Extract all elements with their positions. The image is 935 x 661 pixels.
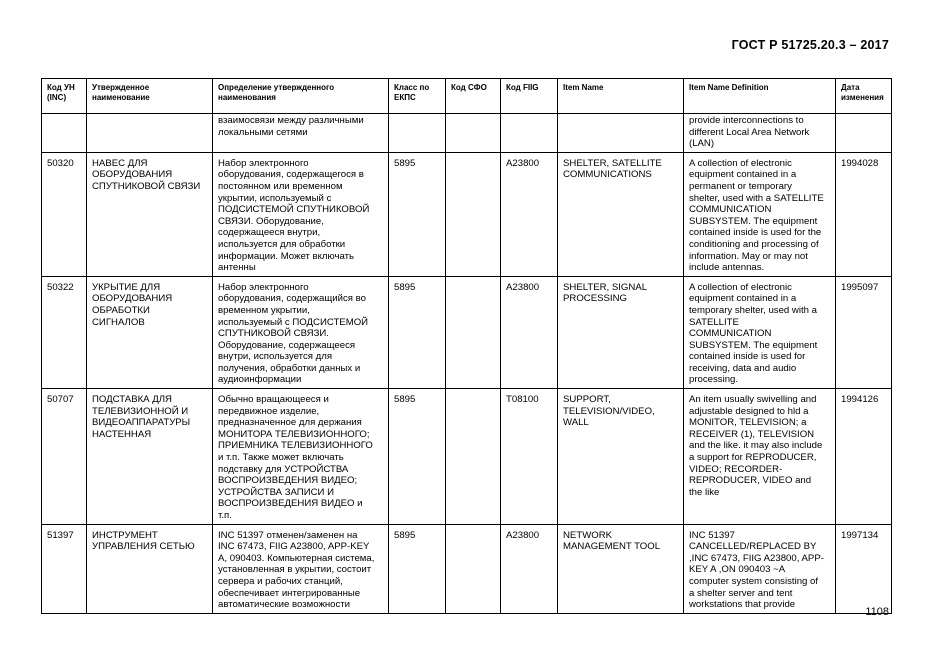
cell-item-name: SUPPORT, TELEVISION/VIDEO, WALL	[558, 389, 684, 525]
cell-fiig-code: A23800	[501, 524, 558, 613]
table-row	[42, 152, 892, 276]
table-row	[42, 114, 892, 153]
cell-item-definition: INC 51397 CANCELLED/REPLACED BY ,INC 67473, FIIG A23800, APP- KEY A ,ON 090403 ~A computer system consisting of a shelter server and tent workstations that provide	[684, 524, 836, 613]
cell-definition: Набор электронного оборудования, содержащийся во временном укрытии, используемый с ПОДСИСТЕМОЙ СПУТНИКОВОЙ СВЯЗИ. Оборудование, содержащееся внутри, используется для получения, обработки данных и аудиоинформации	[213, 276, 389, 388]
cell-inc	[42, 114, 87, 153]
cell-inc: 50320	[42, 152, 87, 276]
col-header-fiig-code: Код FIIG	[501, 79, 558, 114]
cell-approved-name: НАВЕС ДЛЯ ОБОРУДОВАНИЯ СПУТНИКОВОЙ СВЯЗИ	[87, 152, 213, 276]
cell-sfo-code	[446, 152, 501, 276]
cell-definition: INC 51397 отменен/заменен на INC 67473, FIIG A23800, APP-KEY A, 090403. Компьютерная система, установленная в укрытии, состоит сервера и рабочих станций, обеспечивает интегрированные автоматические возможности	[213, 524, 389, 613]
col-header-inc: Код УН (INC)	[42, 79, 87, 114]
cell-definition: Обычно вращающееся и передвижное изделие, предназначенное для держания МОНИТОРА ТЕЛЕВИЗИОННОГО; ПРИЕМНИКА ТЕЛЕВИЗИОННОГО и т.п. Также может включать подставку для УСТРОЙСТВА ВОСПРОИЗВЕДЕНИЯ ВИДЕО; УСТРОЙСТВА ЗАПИСИ И ВОСПРОИЗВЕДЕНИЯ ВИДЕО и т.п.	[213, 389, 389, 525]
page-number: 1108	[865, 606, 889, 618]
cell-inc: 51397	[42, 524, 87, 613]
cell-item-name: SHELTER, SATELLITE COMMUNICATIONS	[558, 152, 684, 276]
col-header-item-name: Item Name	[558, 79, 684, 114]
cell-sfo-code	[446, 276, 501, 388]
cell-approved-name: УКРЫТИЕ ДЛЯ ОБОРУДОВАНИЯ ОБРАБОТКИ СИГНАЛОВ	[87, 276, 213, 388]
table-row	[42, 389, 892, 525]
col-header-approved-name: Утвержденное наименование	[87, 79, 213, 114]
cell-definition: взаимосвязи между различными локальными сетями	[213, 114, 389, 153]
cell-item-definition: An item usually swivelling and adjustable designed to hld a MONITOR, TELEVISION; a RECEIVER (1), TELEVISION and the like. it may also include a support for REPRODUCER, VIDEO; RECORDER- REPRODUCER, VIDEO and the like	[684, 389, 836, 525]
cell-item-definition: A collection of electronic equipment contained in a temporary shelter, used with a SATELLITE COMMUNICATION SUBSYSTEM. The equipment contained inside is used for receiving, data and audio processing.	[684, 276, 836, 388]
cell-definition: Набор электронного оборудования, содержащегося в постоянном или временном укрытии, используемый с ПОДСИСТЕМОЙ СПУТНИКОВОЙ СВЯЗИ. Оборудование, содержащееся внутри, используется для обработки информации. Может включать антенны	[213, 152, 389, 276]
cell-inc: 50322	[42, 276, 87, 388]
cell-change-date: 1995097	[836, 276, 892, 388]
cell-item-definition: provide interconnections to different Local Area Network (LAN)	[684, 114, 836, 153]
cell-fiig-code: A23800	[501, 276, 558, 388]
cell-ekps-class: 5895	[389, 389, 446, 525]
cell-change-date: 1994126	[836, 389, 892, 525]
cell-sfo-code	[446, 524, 501, 613]
cell-approved-name: ИНСТРУМЕНТ УПРАВЛЕНИЯ СЕТЬЮ	[87, 524, 213, 613]
cell-item-name	[558, 114, 684, 153]
cell-change-date	[836, 114, 892, 153]
cell-change-date: 1997134	[836, 524, 892, 613]
col-header-definition: Определение утвержденного наименования	[213, 79, 389, 114]
cell-fiig-code: A23800	[501, 152, 558, 276]
cell-ekps-class	[389, 114, 446, 153]
col-header-change-date: Дата изменения	[836, 79, 892, 114]
cell-sfo-code	[446, 114, 501, 153]
cell-inc: 50707	[42, 389, 87, 525]
catalog-table	[41, 78, 892, 614]
cell-ekps-class: 5895	[389, 152, 446, 276]
cell-approved-name	[87, 114, 213, 153]
cell-item-definition: A collection of electronic equipment contained in a permanent or temporary shelter, used with a SATELLITE COMMUNICATION SUBSYSTEM. The equipment contained inside is used for the conditioning and processing of information. May or may not include antennas.	[684, 152, 836, 276]
cell-approved-name: ПОДСТАВКА ДЛЯ ТЕЛЕВИЗИОННОЙ И ВИДЕОАППАРАТУРЫ НАСТЕННАЯ	[87, 389, 213, 525]
table-row	[42, 524, 892, 613]
col-header-item-definition: Item Name Definition	[684, 79, 836, 114]
table-header-row	[42, 79, 892, 114]
cell-item-name: NETWORK MANAGEMENT TOOL	[558, 524, 684, 613]
cell-fiig-code: T08100	[501, 389, 558, 525]
col-header-ekps-class: Класс по ЕКПС	[389, 79, 446, 114]
cell-ekps-class: 5895	[389, 524, 446, 613]
document-header: ГОСТ Р 51725.20.3 – 2017	[731, 38, 889, 52]
cell-change-date: 1994028	[836, 152, 892, 276]
cell-sfo-code	[446, 389, 501, 525]
cell-ekps-class: 5895	[389, 276, 446, 388]
cell-fiig-code	[501, 114, 558, 153]
col-header-sfo-code: Код СФО	[446, 79, 501, 114]
table-row	[42, 276, 892, 388]
cell-item-name: SHELTER, SIGNAL PROCESSING	[558, 276, 684, 388]
